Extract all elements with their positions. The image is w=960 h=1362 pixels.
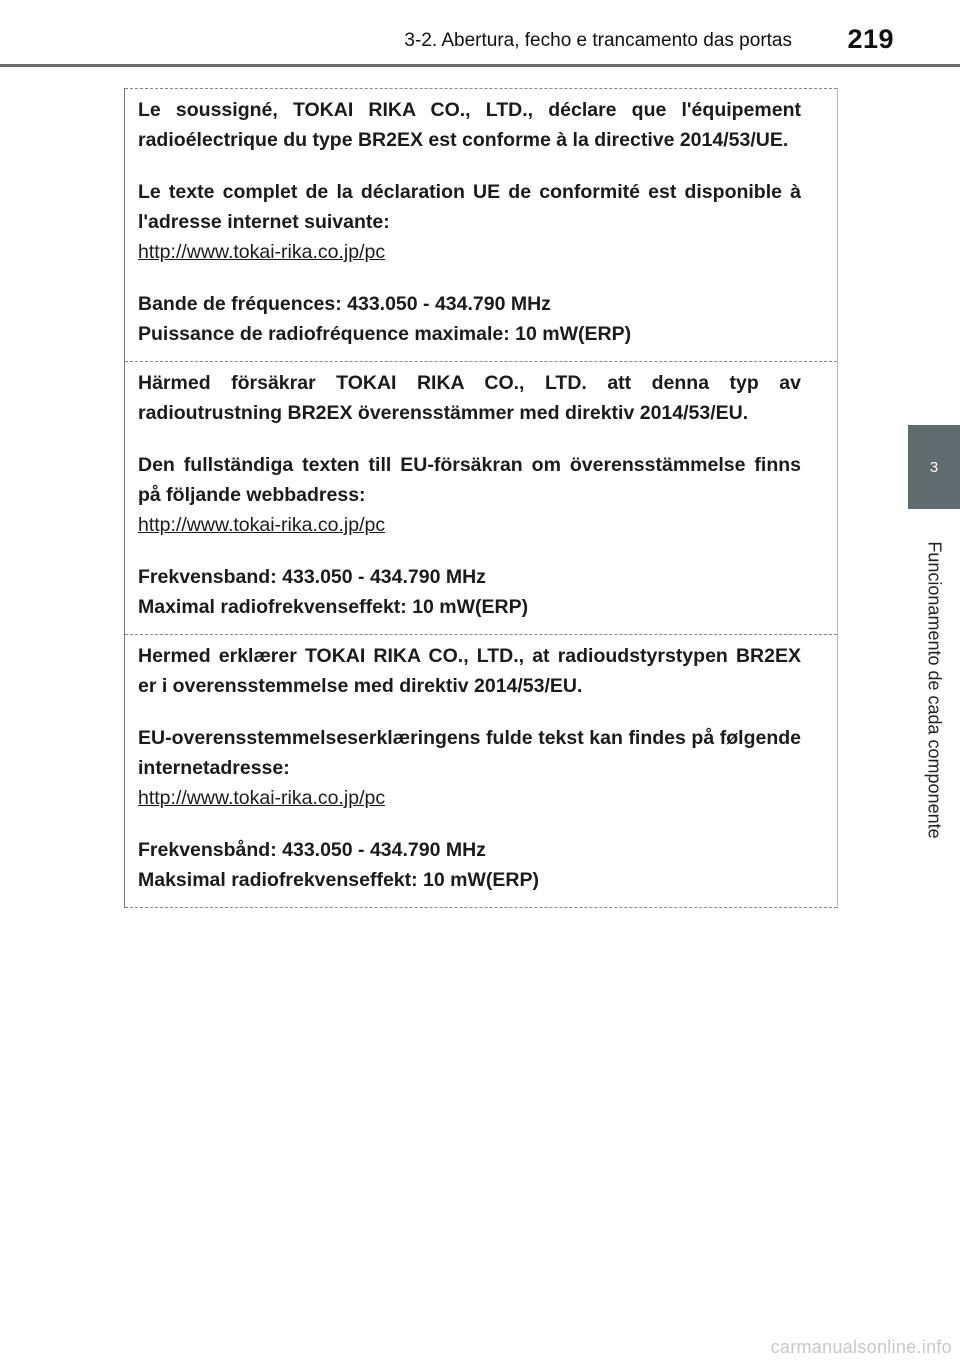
declaration-link[interactable]: http://www.tokai-rika.co.jp/pc — [138, 787, 386, 809]
notice-block-danish — [125, 634, 837, 908]
watermark: carmanualsonline.info — [770, 1337, 952, 1357]
power-text: Maksimal radiofrekvenseffekt: 10 mW(ERP) — [138, 869, 539, 891]
availability-text: EU-overensstemmelseserklæringens fulde tekst kan findes på følgende internetadresse: — [138, 727, 801, 779]
declaration-link[interactable]: http://www.tokai-rika.co.jp/pc — [138, 514, 386, 536]
declaration-link[interactable]: http://www.tokai-rika.co.jp/pc — [138, 241, 386, 263]
power-text: Puissance de radiofréquence maximale: 10 mW(ERP) — [138, 323, 632, 345]
declaration-text: Hermed erklærer TOKAI RIKA CO., LTD., at radioudstyrstypen BR2EX er i overensstemmelse med direktiv 2014/53/EU. — [138, 645, 801, 697]
availability-text: Den fullständiga texten till EU-försäkran om överensstämmelse finns på följande webbadress: — [138, 454, 801, 506]
chapter-tab-number: 3 — [929, 458, 939, 476]
availability-text: Le texte complet de la déclaration UE de conformité est disponible à l'adresse internet suivante: — [138, 181, 801, 233]
frequency-text: Bande de fréquences: 433.050 - 434.790 MHz — [138, 293, 551, 315]
declaration-text: Le soussigné, TOKAI RIKA CO., LTD., déclare que l'équipement radioélectrique du type BR2EX est conforme à la directive 2014/53/UE. — [138, 99, 801, 151]
frequency-text: Frekvensband: 433.050 - 434.790 MHz — [138, 566, 486, 588]
declaration-text: Härmed försäkrar TOKAI RIKA CO., LTD. att denna typ av radioutrustning BR2EX överensstämmer med direktiv 2014/53/EU. — [138, 372, 801, 424]
section-title: 3-2. Abertura, fecho e trancamento das portas — [404, 30, 792, 51]
conformity-notice — [124, 88, 838, 908]
notice-block-french — [125, 88, 837, 361]
header-rule — [0, 64, 960, 67]
page-number: 219 — [847, 24, 894, 54]
power-text: Maximal radiofrekvenseffekt: 10 mW(ERP) — [138, 596, 529, 618]
chapter-label: Funcionamento de cada componente — [924, 541, 945, 839]
chapter-tab — [908, 425, 960, 509]
frequency-text: Frekvensbånd: 433.050 - 434.790 MHz — [138, 839, 486, 861]
notice-block-swedish — [125, 361, 837, 634]
page-header — [0, 0, 960, 66]
